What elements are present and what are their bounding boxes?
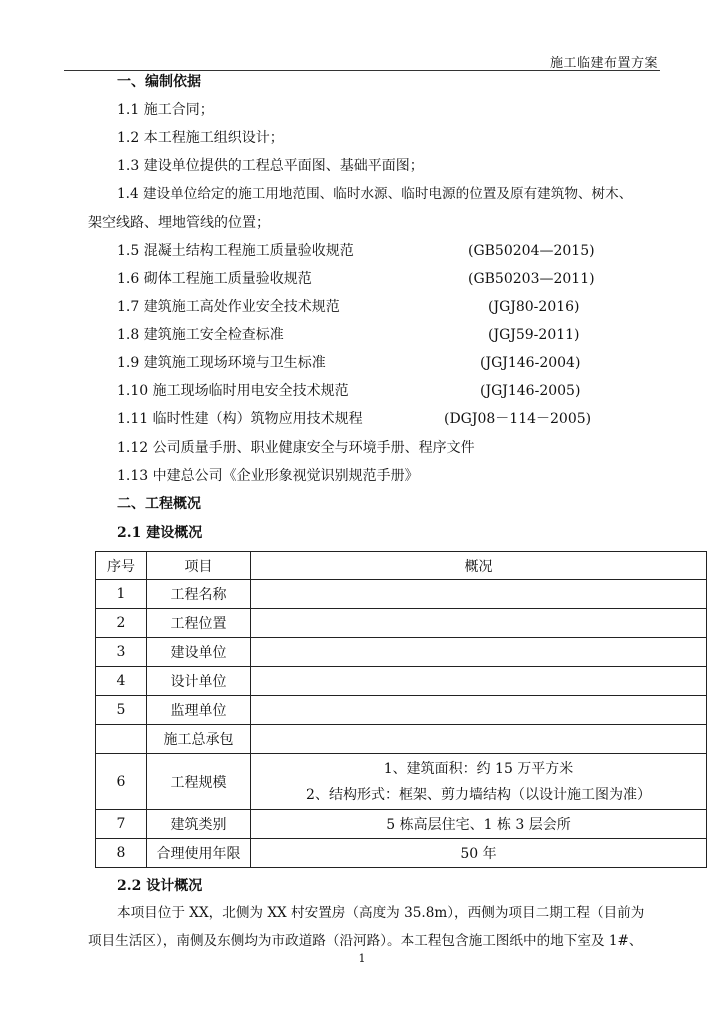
row-item: 工程规模 xyxy=(147,754,251,810)
row-description xyxy=(251,580,707,609)
table-row xyxy=(96,667,707,696)
item-1-4-line1: 1.4 建设单位给定的施工用地范围、临时水源、临时电源的位置及原有建筑物、树木、 xyxy=(117,186,633,202)
item-1-12: 1.12 公司质量手册、职业健康安全与环境手册、程序文件 xyxy=(117,440,475,456)
table-row xyxy=(96,638,707,667)
standard-code: (JGJ59-2011) xyxy=(488,327,580,343)
column-header: 项目 xyxy=(147,552,251,580)
row-item: 工程名称 xyxy=(147,580,251,609)
standard-code: (JGJ146-2004) xyxy=(480,355,581,371)
row-item: 设计单位 xyxy=(147,667,251,696)
row-number: 5 xyxy=(96,696,147,725)
row-number: 3 xyxy=(96,638,147,667)
row-item: 合理使用年限 xyxy=(147,839,251,868)
scale-area-line: 1、建筑面积：约 15 万平方米 xyxy=(383,760,574,777)
subsection-2-1-heading: 2.1 建设概况 xyxy=(117,525,203,541)
row-number: 6 xyxy=(96,754,147,810)
row-item: 建筑类别 xyxy=(147,810,251,839)
standard-code: (GB50203—2011) xyxy=(468,271,595,287)
table-row xyxy=(96,839,707,868)
table-row xyxy=(96,696,707,725)
standard-name: 1.5 混凝土结构工程施工质量验收规范 xyxy=(117,243,354,259)
standard-name: 1.6 砌体工程施工质量验收规范 xyxy=(117,271,312,287)
section-1-heading: 一、编制依据 xyxy=(117,74,201,90)
page-header-title: 施工临建布置方案 xyxy=(549,56,658,71)
row-description xyxy=(251,638,707,667)
standard-name: 1.9 建筑施工现场环境与卫生标准 xyxy=(117,355,326,371)
table-row xyxy=(96,609,707,638)
row-item: 建设单位 xyxy=(147,638,251,667)
row-description xyxy=(251,667,707,696)
scale-structure-line: 2、结构形式：框架、剪力墙结构（以设计施工图为准） xyxy=(306,786,651,803)
table-row xyxy=(96,725,707,754)
row-item: 工程位置 xyxy=(147,609,251,638)
column-header: 序号 xyxy=(96,552,147,580)
row-item: 监理单位 xyxy=(147,696,251,725)
standard-code: (JGJ80-2016) xyxy=(488,299,580,315)
row-description xyxy=(251,696,707,725)
standard-code: (JGJ146-2005) xyxy=(480,383,581,399)
column-header: 概况 xyxy=(251,552,707,580)
standard-name: 1.7 建筑施工高处作业安全技术规范 xyxy=(117,299,340,315)
standard-code: (DGJ08－114－2005) xyxy=(444,411,592,427)
header-rule xyxy=(64,70,660,71)
standard-code: (GB50204—2015) xyxy=(468,243,595,259)
item-1-3: 1.3 建设单位提供的工程总平面图、基础平面图； xyxy=(117,158,424,174)
row-number: 1 xyxy=(96,580,147,609)
project-overview-table xyxy=(95,551,707,868)
row-number xyxy=(96,725,147,754)
table-row xyxy=(96,754,707,810)
table-row xyxy=(96,810,707,839)
item-1-4-line2: 架空线路、埋地管线的位置； xyxy=(88,215,270,231)
row-number: 7 xyxy=(96,810,147,839)
standard-name: 1.10 施工现场临时用电安全技术规范 xyxy=(117,383,349,399)
section-2-heading: 二、工程概况 xyxy=(117,496,201,512)
subsection-2-2-heading: 2.2 设计概况 xyxy=(117,878,203,894)
item-1-2: 1.2 本工程施工组织设计； xyxy=(117,130,284,146)
item-1-1: 1.1 施工合同； xyxy=(117,102,214,118)
row-description xyxy=(251,609,707,638)
standard-name: 1.11 临时性建（构）筑物应用技术规程 xyxy=(117,411,363,427)
design-paragraph-line1: 本项目位于 XX，北侧为 XX 村安置房（高度为 35.8m），西侧为项目二期工程（目前为 xyxy=(117,905,645,921)
row-item: 施工总承包 xyxy=(147,725,251,754)
standard-name: 1.8 建筑施工安全检查标准 xyxy=(117,327,284,343)
design-paragraph-line2: 项目生活区），南侧及东侧均为市政道路（沿河路）。本工程包含施工图纸中的地下室及 1#、 xyxy=(88,933,643,949)
page-number: 1 xyxy=(358,952,366,965)
table-row xyxy=(96,580,707,609)
table-header-row xyxy=(96,552,707,580)
row-number: 4 xyxy=(96,667,147,696)
row-description: 5 栋高层住宅、1 栋 3 层会所 xyxy=(251,810,707,839)
row-description xyxy=(251,725,707,754)
row-description: 50 年 xyxy=(251,839,707,868)
item-1-13: 1.13 中建总公司《企业形象视觉识别规范手册》 xyxy=(117,468,419,484)
row-description xyxy=(251,754,707,810)
row-number: 8 xyxy=(96,839,147,868)
row-number: 2 xyxy=(96,609,147,638)
